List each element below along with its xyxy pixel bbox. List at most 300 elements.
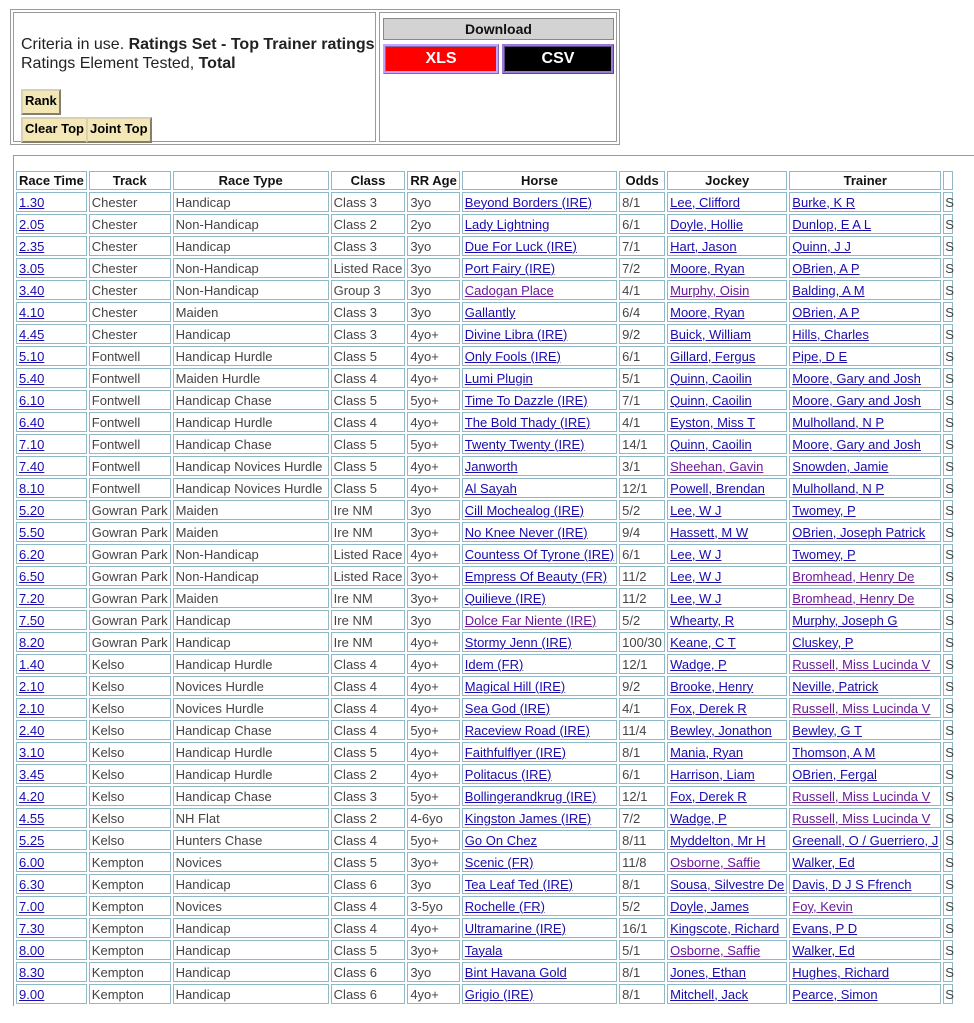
race-time-link[interactable]: 5.40 [19, 370, 45, 386]
race-time-link[interactable]: 2.10 [19, 678, 45, 694]
rank-button[interactable]: Rank [21, 89, 61, 115]
trainer-link[interactable]: Moore, Gary and Josh [792, 436, 921, 452]
rr-age-cell: 4yo+ [407, 412, 459, 432]
trainer-cell [789, 918, 941, 938]
odds-cell: 12/1 [619, 786, 665, 806]
trainer-link[interactable]: Twomey, P [792, 546, 856, 562]
table-row [16, 434, 953, 454]
xls-download-button[interactable]: XLS [383, 44, 499, 74]
download-box [379, 12, 617, 142]
rr-age-cell: 4yo+ [407, 984, 459, 1004]
class-cell: Ire NM [331, 632, 406, 652]
jockey-link[interactable]: Brooke, Henry [670, 678, 754, 694]
trainer-link[interactable]: Balding, A M [792, 282, 865, 298]
trainer-cell [789, 566, 941, 586]
race-time-cell [16, 324, 87, 344]
horse-cell [462, 456, 617, 476]
horse-link[interactable]: Port Fairy (IRE) [464, 260, 556, 276]
race-time-link[interactable]: 6.20 [19, 546, 45, 562]
trainer-link[interactable]: Russell, Miss Lucinda V [792, 810, 931, 826]
horse-link[interactable]: Sea God (IRE) [464, 700, 551, 716]
extra-cell: S [943, 192, 953, 212]
table-row [16, 808, 953, 828]
race-time-link[interactable]: 8.20 [19, 634, 45, 650]
horse-link[interactable]: Twenty Twenty (IRE) [464, 436, 585, 452]
trainer-link[interactable]: Greenall, O / Guerriero, J [792, 832, 939, 848]
horse-link[interactable]: Cill Mochealog (IRE) [464, 502, 584, 518]
race-time-link[interactable]: 8.10 [19, 480, 45, 496]
race-time-link[interactable]: 2.05 [19, 216, 45, 232]
trainer-link[interactable]: Thomson, A M [792, 744, 876, 760]
jockey-link[interactable]: Lee, W J [670, 568, 722, 584]
race-time-cell [16, 698, 87, 718]
table-row [16, 478, 953, 498]
track-cell: Kelso [89, 698, 171, 718]
horse-cell [462, 280, 617, 300]
horse-cell [462, 896, 617, 916]
horse-link[interactable]: Faithfulflyer (IRE) [464, 744, 566, 760]
extra-cell: S [943, 258, 953, 278]
horse-link[interactable]: Bint Havana Gold [464, 964, 567, 980]
race-time-link[interactable]: 6.30 [19, 876, 45, 892]
extra-cell: S [943, 368, 953, 388]
race-type-cell: Handicap [173, 192, 329, 212]
race-time-link[interactable]: 4.20 [19, 788, 45, 804]
race-type-cell: Handicap [173, 962, 329, 982]
race-time-cell [16, 852, 87, 872]
jockey-link[interactable]: Quinn, Caoilin [670, 370, 752, 386]
race-time-link[interactable]: 4.10 [19, 304, 45, 320]
extra-cell: S [943, 588, 953, 608]
horse-cell [462, 478, 617, 498]
trainer-cell [789, 302, 941, 322]
col-race-type: Race Type [173, 171, 329, 190]
jockey-link[interactable]: Whearty, R [670, 612, 735, 628]
horse-link[interactable]: Stormy Jenn (IRE) [464, 634, 572, 650]
element-tested: Total [198, 55, 236, 72]
trainer-link[interactable]: Walker, Ed [792, 942, 855, 958]
jockey-link[interactable]: Mitchell, Jack [670, 986, 749, 1002]
race-time-link[interactable]: 9.00 [19, 986, 45, 1002]
horse-link[interactable]: Rochelle (FR) [464, 898, 545, 914]
track-cell: Chester [89, 324, 171, 344]
trainer-link[interactable]: Murphy, Joseph G [792, 612, 898, 628]
trainer-link[interactable]: Walker, Ed [792, 854, 855, 870]
jockey-link[interactable]: Doyle, Hollie [670, 216, 744, 232]
jockey-link[interactable]: Lee, Clifford [670, 194, 740, 210]
trainer-link[interactable]: Bromhead, Henry De [792, 568, 915, 584]
race-time-link[interactable]: 7.40 [19, 458, 45, 474]
class-cell: Class 4 [331, 676, 406, 696]
joint-top-button[interactable]: Joint Top [86, 117, 152, 143]
track-cell: Kempton [89, 896, 171, 916]
trainer-link[interactable]: Quinn, J J [792, 238, 851, 254]
class-cell: Class 4 [331, 654, 406, 674]
horse-cell [462, 258, 617, 278]
trainer-link[interactable]: Neville, Patrick [792, 678, 879, 694]
odds-cell: 7/2 [619, 808, 665, 828]
jockey-link[interactable]: Osborne, Saffie [670, 854, 761, 870]
table-row [16, 786, 953, 806]
race-type-cell: Handicap Novices Hurdle [173, 456, 329, 476]
trainer-link[interactable]: Snowden, Jamie [792, 458, 889, 474]
odds-cell: 5/1 [619, 940, 665, 960]
rr-age-cell: 3yo [407, 962, 459, 982]
trainer-link[interactable]: Dunlop, E A L [792, 216, 872, 232]
track-cell: Chester [89, 192, 171, 212]
trainer-link[interactable]: Foy, Kevin [792, 898, 853, 914]
jockey-cell [667, 236, 787, 256]
trainer-cell [789, 368, 941, 388]
trainer-link[interactable]: Hughes, Richard [792, 964, 890, 980]
horse-link[interactable]: Due For Luck (IRE) [464, 238, 577, 254]
race-type-cell: Handicap Chase [173, 434, 329, 454]
horse-link[interactable]: Tea Leaf Ted (IRE) [464, 876, 573, 892]
jockey-link[interactable]: Buick, William [670, 326, 752, 342]
horse-link[interactable]: Magical Hill (IRE) [464, 678, 566, 694]
track-cell: Kempton [89, 918, 171, 938]
element-tested-line: Ratings Element Tested, Total [21, 55, 236, 72]
criteria-panel [10, 9, 620, 145]
trainer-link[interactable]: Hills, Charles [792, 326, 869, 342]
clear-top-button[interactable]: Clear Top [21, 117, 88, 143]
track-cell: Kempton [89, 852, 171, 872]
rr-age-cell: 5yo+ [407, 786, 459, 806]
jockey-link[interactable]: Hart, Jason [670, 238, 737, 254]
trainer-link[interactable]: OBrien, Joseph Patrick [792, 524, 926, 540]
race-time-link[interactable]: 7.20 [19, 590, 45, 606]
trainer-link[interactable]: Pipe, D E [792, 348, 848, 364]
odds-cell: 7/1 [619, 236, 665, 256]
trainer-cell [789, 654, 941, 674]
col-trainer: Trainer [789, 171, 941, 190]
race-time-cell [16, 742, 87, 762]
download-title: Download [383, 18, 614, 40]
race-time-link[interactable]: 5.10 [19, 348, 45, 364]
col-track: Track [89, 171, 171, 190]
jockey-link[interactable]: Mania, Ryan [670, 744, 744, 760]
rr-age-cell: 5yo+ [407, 720, 459, 740]
extra-cell: S [943, 984, 953, 1004]
race-time-link[interactable]: 3.10 [19, 744, 45, 760]
horse-link[interactable]: No Knee Never (IRE) [464, 524, 588, 540]
extra-cell: S [943, 654, 953, 674]
horse-cell [462, 214, 617, 234]
race-type-cell: Novices [173, 896, 329, 916]
horse-link[interactable]: Gallantly [464, 304, 516, 320]
trainer-link[interactable]: Twomey, P [792, 502, 856, 518]
rr-age-cell: 3yo [407, 192, 459, 212]
race-time-cell [16, 500, 87, 520]
race-time-link[interactable]: 7.50 [19, 612, 45, 628]
odds-cell: 4/1 [619, 412, 665, 432]
jockey-link[interactable]: Fox, Derek R [670, 700, 747, 716]
trainer-link[interactable]: Davis, D J S Ffrench [792, 876, 912, 892]
jockey-link[interactable]: Lee, W J [670, 502, 722, 518]
extra-cell: S [943, 214, 953, 234]
jockey-link[interactable]: Jones, Ethan [670, 964, 747, 980]
trainer-link[interactable]: Russell, Miss Lucinda V [792, 788, 931, 804]
trainer-link[interactable]: Russell, Miss Lucinda V [792, 656, 931, 672]
table-row [16, 588, 953, 608]
jockey-link[interactable]: Powell, Brendan [670, 480, 765, 496]
horse-link[interactable]: Tayala [464, 942, 503, 958]
jockey-link[interactable]: Wadge, P [670, 656, 727, 672]
extra-cell: S [943, 786, 953, 806]
extra-cell: S [943, 456, 953, 476]
race-time-cell [16, 764, 87, 784]
extra-cell: S [943, 390, 953, 410]
horse-link[interactable]: Scenic (FR) [464, 854, 534, 870]
race-type-cell: Handicap Novices Hurdle [173, 478, 329, 498]
trainer-link[interactable]: OBrien, Fergal [792, 766, 877, 782]
horse-link[interactable]: Empress Of Beauty (FR) [464, 568, 608, 584]
class-cell: Class 2 [331, 808, 406, 828]
track-cell: Chester [89, 302, 171, 322]
trainer-link[interactable]: Mulholland, N P [792, 414, 885, 430]
trainer-link[interactable]: Bromhead, Henry De [792, 590, 915, 606]
trainer-cell [789, 478, 941, 498]
race-time-link[interactable]: 4.45 [19, 326, 45, 342]
race-time-cell [16, 676, 87, 696]
track-cell: Gowran Park [89, 522, 171, 542]
horse-link[interactable]: Lady Lightning [464, 216, 550, 232]
race-time-link[interactable]: 3.05 [19, 260, 45, 276]
horse-link[interactable]: Idem (FR) [464, 656, 524, 672]
track-cell: Kempton [89, 962, 171, 982]
odds-cell: 8/1 [619, 192, 665, 212]
track-cell: Chester [89, 214, 171, 234]
csv-download-button[interactable]: CSV [502, 44, 614, 74]
horse-link[interactable]: Lumi Plugin [464, 370, 533, 386]
race-type-cell: Maiden [173, 302, 329, 322]
table-row [16, 214, 953, 234]
race-time-link[interactable]: 7.00 [19, 898, 45, 914]
extra-cell: S [943, 236, 953, 256]
jockey-link[interactable]: Hassett, M W [670, 524, 749, 540]
jockey-link[interactable]: Myddelton, Mr H [670, 832, 766, 848]
trainer-link[interactable]: Bewley, G T [792, 722, 862, 738]
race-time-link[interactable]: 3.45 [19, 766, 45, 782]
rr-age-cell: 4-6yo [407, 808, 459, 828]
table-row [16, 852, 953, 872]
jockey-link[interactable]: Doyle, James [670, 898, 749, 914]
odds-cell: 8/1 [619, 742, 665, 762]
horse-cell [462, 610, 617, 630]
race-time-link[interactable]: 1.30 [19, 194, 45, 210]
horse-link[interactable]: Ultramarine (IRE) [464, 920, 566, 936]
race-time-link[interactable]: 8.00 [19, 942, 45, 958]
horse-cell [462, 786, 617, 806]
rr-age-cell: 3yo+ [407, 852, 459, 872]
trainer-link[interactable]: Moore, Gary and Josh [792, 392, 921, 408]
race-time-cell [16, 786, 87, 806]
race-time-link[interactable]: 5.50 [19, 524, 45, 540]
race-type-cell: Maiden [173, 522, 329, 542]
track-cell: Chester [89, 280, 171, 300]
horse-cell [462, 368, 617, 388]
race-time-link[interactable]: 2.40 [19, 722, 45, 738]
jockey-cell [667, 390, 787, 410]
jockey-cell [667, 566, 787, 586]
horse-cell [462, 544, 617, 564]
track-cell: Kelso [89, 720, 171, 740]
jockey-link[interactable]: Bewley, Jonathon [670, 722, 772, 738]
trainer-link[interactable]: OBrien, A P [792, 304, 860, 320]
extra-cell: S [943, 324, 953, 344]
jockey-link[interactable]: Gillard, Fergus [670, 348, 756, 364]
race-time-link[interactable]: 7.30 [19, 920, 45, 936]
trainer-link[interactable]: Burke, K R [792, 194, 856, 210]
jockey-cell [667, 522, 787, 542]
track-cell: Fontwell [89, 456, 171, 476]
extra-cell: S [943, 610, 953, 630]
jockey-link[interactable]: Murphy, Oisin [670, 282, 750, 298]
horse-link[interactable]: Quilieve (IRE) [464, 590, 546, 606]
jockey-link[interactable]: Sousa, Silvestre De [670, 876, 785, 892]
track-cell: Gowran Park [89, 566, 171, 586]
race-time-link[interactable]: 2.35 [19, 238, 45, 254]
odds-cell: 4/1 [619, 698, 665, 718]
horse-cell [462, 566, 617, 586]
horse-cell [462, 676, 617, 696]
jockey-link[interactable]: Moore, Ryan [670, 304, 745, 320]
trainer-cell [789, 544, 941, 564]
table-row [16, 566, 953, 586]
jockey-link[interactable]: Keane, C T [670, 634, 736, 650]
race-time-link[interactable]: 8.30 [19, 964, 45, 980]
horse-link[interactable]: Only Fools (IRE) [464, 348, 561, 364]
jockey-cell [667, 346, 787, 366]
track-cell: Fontwell [89, 390, 171, 410]
race-time-link[interactable]: 4.55 [19, 810, 45, 826]
race-time-link[interactable]: 3.40 [19, 282, 45, 298]
jockey-link[interactable]: Osborne, Saffie [670, 942, 761, 958]
race-time-cell [16, 566, 87, 586]
horse-link[interactable]: Time To Dazzle (IRE) [464, 392, 588, 408]
table-row [16, 412, 953, 432]
horse-link[interactable]: Go On Chez [464, 832, 538, 848]
jockey-link[interactable]: Eyston, Miss T [670, 414, 756, 430]
race-time-link[interactable]: 6.40 [19, 414, 45, 430]
race-time-link[interactable]: 6.10 [19, 392, 45, 408]
trainer-cell [789, 808, 941, 828]
class-cell: Class 6 [331, 984, 406, 1004]
track-cell: Fontwell [89, 346, 171, 366]
jockey-link[interactable]: Harrison, Liam [670, 766, 755, 782]
race-type-cell: Hunters Chase [173, 830, 329, 850]
jockey-cell [667, 984, 787, 1004]
track-cell: Kelso [89, 808, 171, 828]
col-race-time: Race Time [16, 171, 87, 190]
horse-link[interactable]: Beyond Borders (IRE) [464, 194, 592, 210]
rr-age-cell: 3yo [407, 280, 459, 300]
horse-link[interactable]: Bollingerandkrug (IRE) [464, 788, 597, 804]
class-cell: Class 5 [331, 346, 406, 366]
class-cell: Class 5 [331, 434, 406, 454]
odds-cell: 12/1 [619, 478, 665, 498]
horse-link[interactable]: Grigio (IRE) [464, 986, 534, 1002]
race-type-cell: Handicap [173, 236, 329, 256]
race-time-cell [16, 236, 87, 256]
trainer-link[interactable]: Evans, P D [792, 920, 858, 936]
race-time-link[interactable]: 2.10 [19, 700, 45, 716]
rr-age-cell: 3yo [407, 302, 459, 322]
jockey-link[interactable]: Moore, Ryan [670, 260, 745, 276]
class-cell: Group 3 [331, 280, 406, 300]
trainer-link[interactable]: Pearce, Simon [792, 986, 878, 1002]
jockey-link[interactable]: Fox, Derek R [670, 788, 747, 804]
class-cell: Listed Race [331, 544, 406, 564]
race-time-link[interactable]: 7.10 [19, 436, 45, 452]
col-rr-age: RR Age [407, 171, 459, 190]
table-row [16, 236, 953, 256]
jockey-link[interactable]: Lee, W J [670, 590, 722, 606]
horse-cell [462, 412, 617, 432]
jockey-link[interactable]: Lee, W J [670, 546, 722, 562]
jockey-link[interactable]: Sheehan, Gavin [670, 458, 764, 474]
jockey-link[interactable]: Quinn, Caoilin [670, 436, 752, 452]
jockey-link[interactable]: Quinn, Caoilin [670, 392, 752, 408]
trainer-cell [789, 830, 941, 850]
trainer-cell [789, 346, 941, 366]
horse-link[interactable]: Dolce Far Niente (IRE) [464, 612, 597, 628]
race-time-link[interactable]: 5.25 [19, 832, 45, 848]
extra-cell: S [943, 434, 953, 454]
trainer-cell [789, 456, 941, 476]
horse-link[interactable]: Countess Of Tyrone (IRE) [464, 546, 615, 562]
jockey-link[interactable]: Kingscote, Richard [670, 920, 780, 936]
race-time-cell [16, 720, 87, 740]
horse-link[interactable]: The Bold Thady (IRE) [464, 414, 591, 430]
track-cell: Gowran Park [89, 632, 171, 652]
race-type-cell: Non-Handicap [173, 566, 329, 586]
horse-link[interactable]: Divine Libra (IRE) [464, 326, 568, 342]
rr-age-cell: 3yo [407, 258, 459, 278]
table-row [16, 654, 953, 674]
rr-age-cell: 5yo+ [407, 434, 459, 454]
race-type-cell: Maiden [173, 500, 329, 520]
trainer-cell [789, 588, 941, 608]
criteria-box [13, 12, 376, 142]
trainer-cell [789, 192, 941, 212]
table-row [16, 676, 953, 696]
horse-link[interactable]: Raceview Road (IRE) [464, 722, 590, 738]
race-time-link[interactable]: 1.40 [19, 656, 45, 672]
horse-link[interactable]: Al Sayah [464, 480, 517, 496]
trainer-link[interactable]: Mulholland, N P [792, 480, 885, 496]
trainer-link[interactable]: OBrien, A P [792, 260, 860, 276]
table-row [16, 720, 953, 740]
race-time-link[interactable]: 6.00 [19, 854, 45, 870]
horse-link[interactable]: Politacus (IRE) [464, 766, 552, 782]
race-time-link[interactable]: 5.20 [19, 502, 45, 518]
horse-link[interactable]: Cadogan Place [464, 282, 554, 298]
race-time-link[interactable]: 6.50 [19, 568, 45, 584]
track-cell: Gowran Park [89, 588, 171, 608]
col-odds: Odds [619, 171, 665, 190]
race-type-cell: Maiden [173, 588, 329, 608]
odds-cell: 6/4 [619, 302, 665, 322]
jockey-cell [667, 940, 787, 960]
horse-link[interactable]: Kingston James (IRE) [464, 810, 592, 826]
trainer-link[interactable]: Russell, Miss Lucinda V [792, 700, 931, 716]
jockey-link[interactable]: Wadge, P [670, 810, 727, 826]
trainer-link[interactable]: Cluskey, P [792, 634, 854, 650]
horse-link[interactable]: Janworth [464, 458, 518, 474]
extra-cell: S [943, 566, 953, 586]
trainer-link[interactable]: Moore, Gary and Josh [792, 370, 921, 386]
